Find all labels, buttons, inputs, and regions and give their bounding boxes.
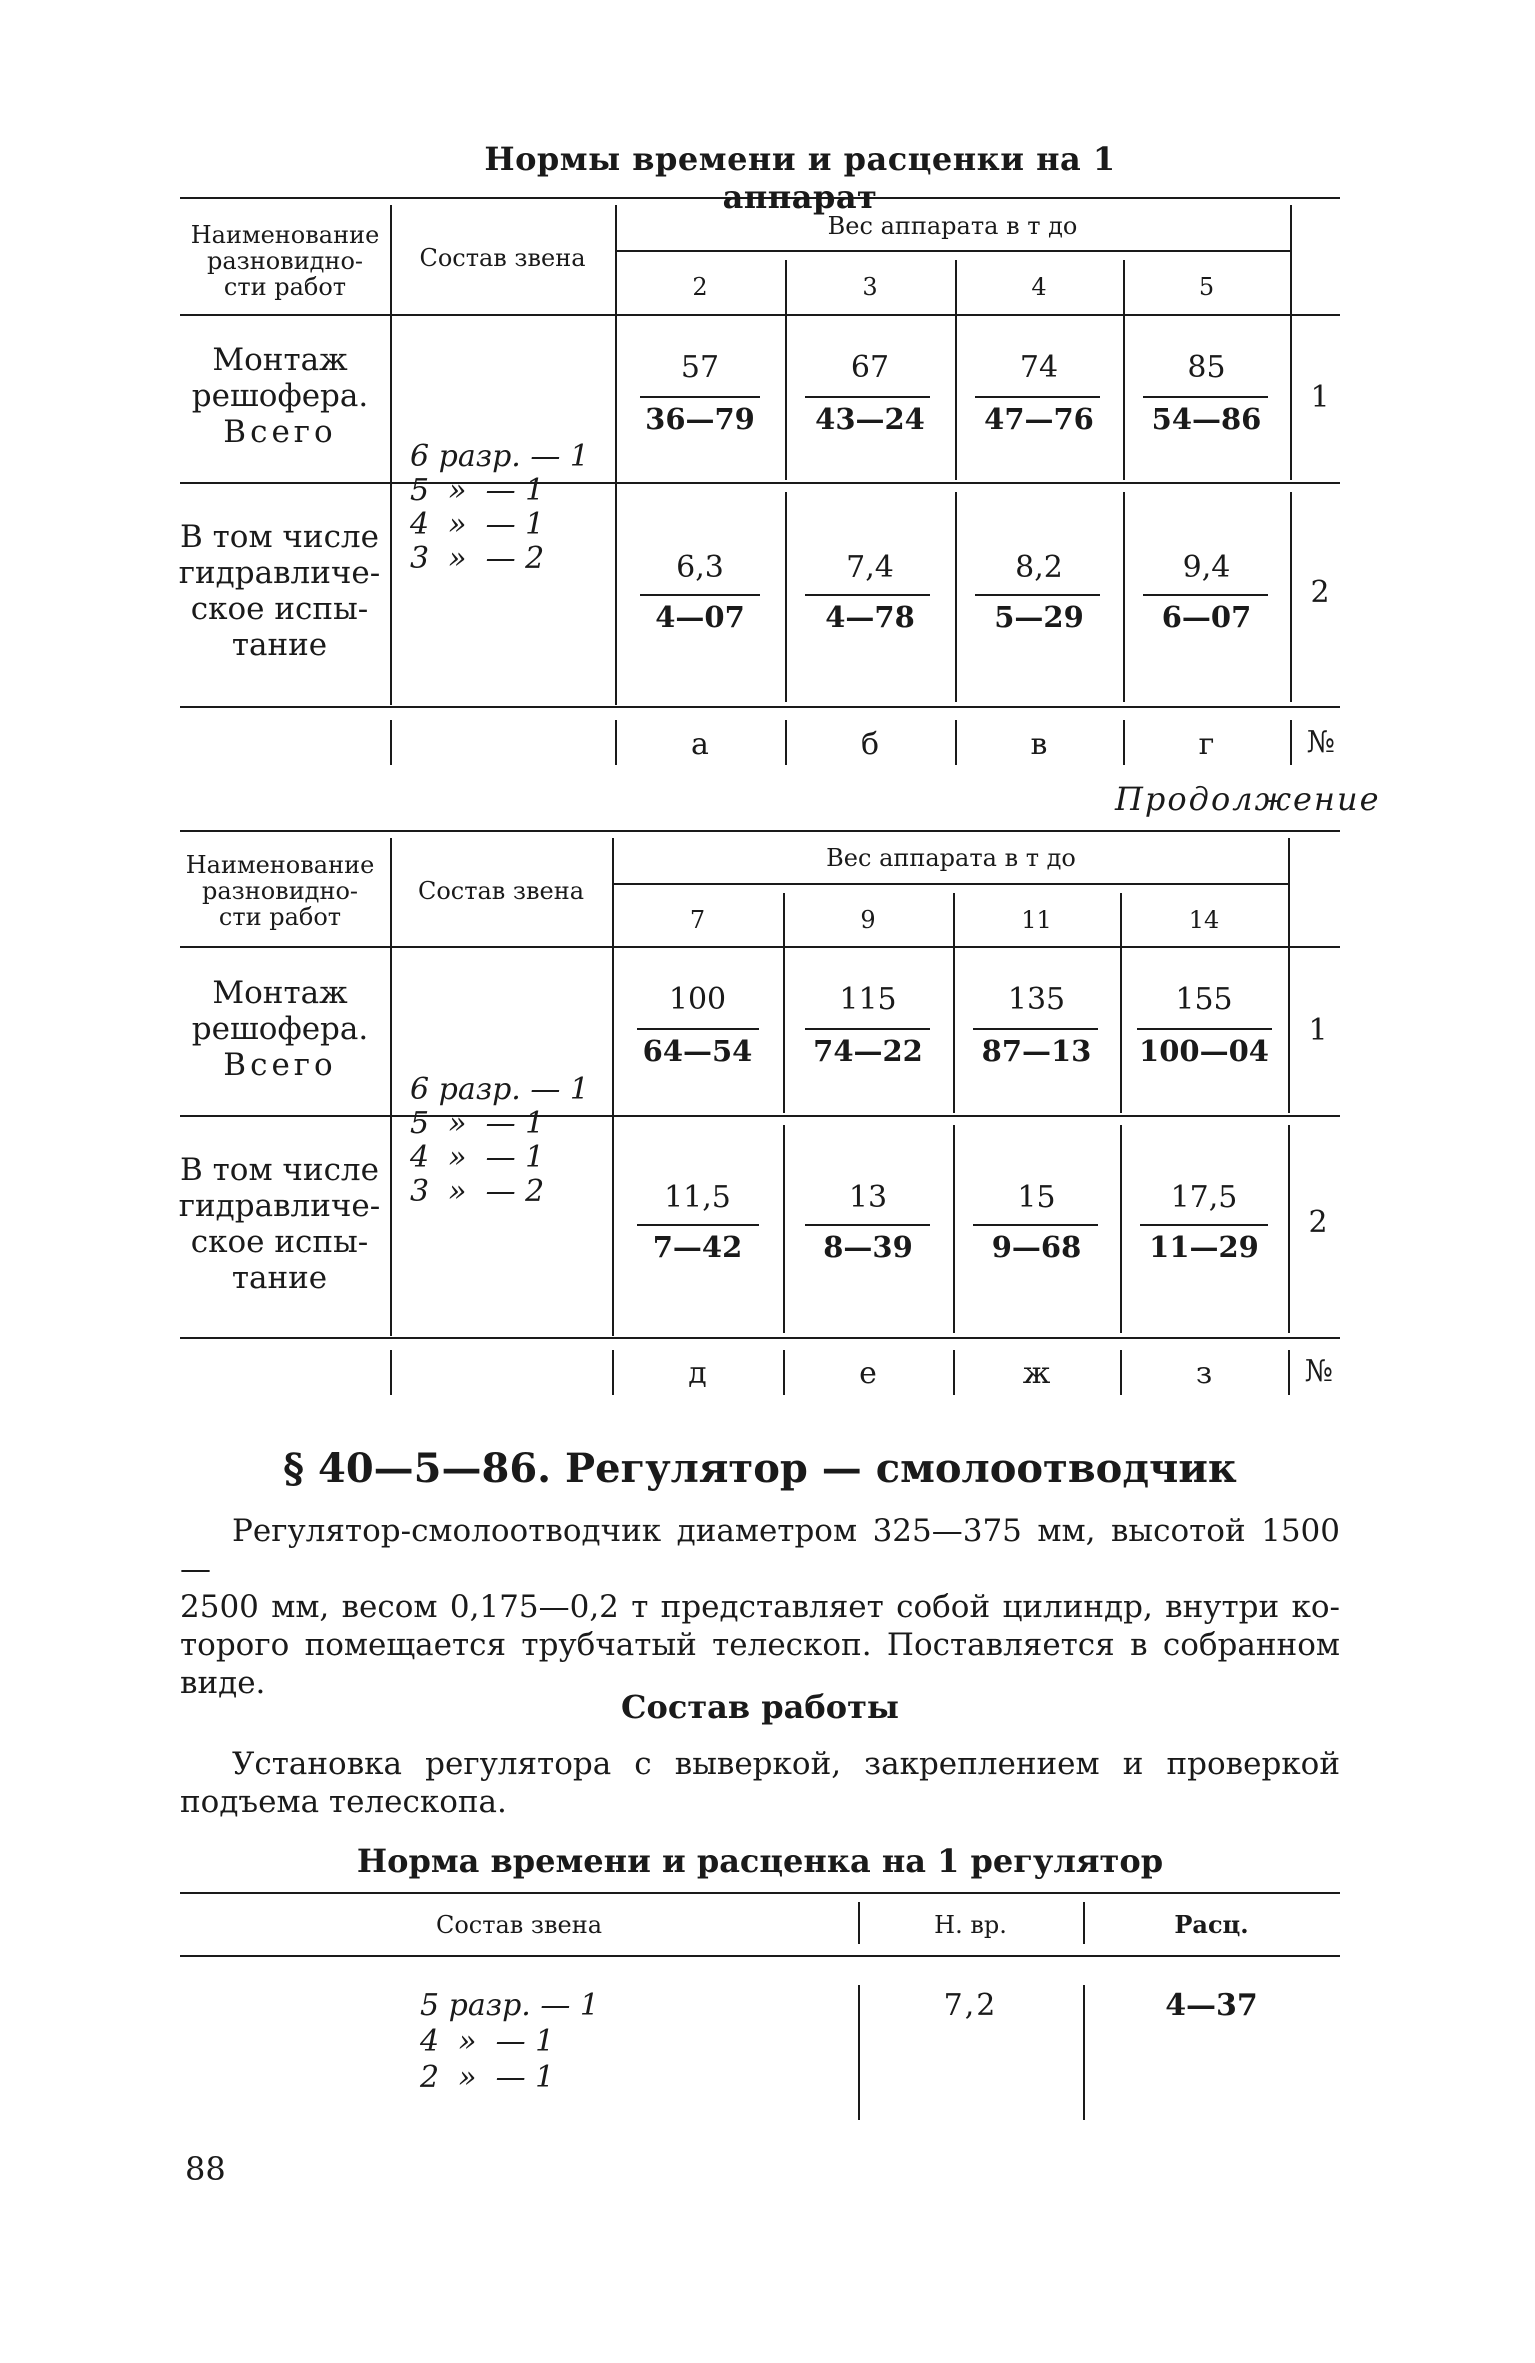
- row-name-line: Всего: [223, 414, 337, 450]
- t1-r2-c1-top: 6,3: [676, 550, 724, 585]
- row-name-line: Монтаж: [212, 975, 348, 1011]
- table1-head-crew: Состав звена: [419, 244, 586, 272]
- row-name-line: В том числе: [180, 1152, 379, 1188]
- head-name-line: Наименование: [190, 221, 380, 249]
- page-number: 88: [185, 2150, 226, 2188]
- table1-foot-tick: [390, 720, 392, 765]
- table1-row2-name: [172, 519, 387, 663]
- crew-line: 3 » — 2: [410, 541, 545, 576]
- table1-foot-tick: [1290, 720, 1292, 765]
- table1-head-name: [180, 222, 390, 300]
- fraction-line: [975, 396, 1100, 398]
- t2-r2-c4-top: 17,5: [1170, 1180, 1238, 1215]
- t2-row2-number: 2: [1308, 1205, 1328, 1240]
- table3-head-rule: [180, 1955, 1340, 1957]
- t1-r1-c4-bottom: 54—86: [1151, 402, 1262, 436]
- table1-weight-5: 5: [1198, 273, 1215, 301]
- fraction-line: [637, 1224, 759, 1226]
- t1-row1-number: 1: [1310, 380, 1330, 415]
- t2-r2-c3-top: 15: [1017, 1180, 1056, 1215]
- crew-line: 2 » — 1: [420, 2060, 555, 2095]
- row-name-line: Всего: [223, 1047, 337, 1083]
- table3-top-rule: [180, 1892, 1340, 1894]
- t1-row2-number: 2: [1310, 575, 1330, 610]
- table1-vline-c4b: [1290, 492, 1292, 702]
- head-name-line: Наименование: [185, 851, 375, 879]
- table1-title: Нормы времени и расценки на 1 аппарат: [484, 140, 1116, 216]
- t1-r2-c3-top: 8,2: [1015, 550, 1063, 585]
- fraction-line: [805, 594, 930, 596]
- row-name-line: решофера.: [191, 1011, 369, 1047]
- t1-r2-c4-top: 9,4: [1182, 550, 1231, 585]
- row-name-line: ское испы-: [190, 591, 369, 627]
- table2-vline-c4b: [1288, 1125, 1290, 1333]
- table1-vline-c2b: [955, 492, 957, 702]
- t2-r1-c4-bottom: 100—04: [1139, 1034, 1269, 1068]
- table3-norm: 7,2: [943, 1988, 998, 2023]
- crew-line: 4 » — 1: [410, 1140, 545, 1175]
- fraction-line: [1140, 1224, 1268, 1226]
- fraction-line: [805, 1224, 930, 1226]
- table3-head-rate: Расц.: [1174, 1910, 1249, 1939]
- fraction-line: [975, 594, 1100, 596]
- table2-vline-c3b: [1120, 1125, 1122, 1333]
- t1-r1-c1-bottom: 36—79: [645, 402, 755, 436]
- row-name-line: Монтаж: [212, 342, 348, 378]
- work-heading: Состав работы: [621, 1688, 899, 1726]
- t1-r2-c2-top: 7,4: [846, 550, 894, 585]
- table2-row-rule: [180, 1115, 1340, 1117]
- table1-vline-c1b: [785, 492, 787, 702]
- t2-letter-z: з: [1195, 1356, 1213, 1391]
- table2-foot-tick: [390, 1350, 392, 1395]
- t1-r2-c4-bottom: 6—07: [1161, 600, 1252, 634]
- table2-head-rule: [180, 946, 1340, 948]
- t2-r1-c2-top: 115: [839, 982, 897, 1017]
- crew-line: 4 » — 1: [410, 507, 545, 542]
- fraction-line: [973, 1224, 1098, 1226]
- t1-r2-c3-bottom: 5—29: [994, 600, 1084, 634]
- table1-weight-2: 2: [692, 273, 708, 301]
- table2-vline-c1b: [783, 1125, 785, 1333]
- table1-row1-name: [180, 342, 380, 450]
- t1-letter-g: г: [1198, 727, 1215, 762]
- table1-head-weight: Вес аппарата в т до: [827, 212, 1078, 240]
- table1-weight-3: 3: [862, 273, 878, 301]
- t1-r1-c4-top: 85: [1187, 350, 1226, 385]
- t2-r2-c1-bottom: 7—42: [652, 1230, 743, 1264]
- head-name-line: сти работ: [223, 273, 347, 301]
- table3-crew: [420, 1988, 680, 2096]
- fraction-line: [640, 396, 760, 398]
- crew-line: 5 разр. — 1: [420, 1988, 599, 2023]
- table2-head-name: [175, 852, 385, 930]
- continuation-label: Продолжение: [1115, 780, 1381, 818]
- table1-vline-name: [390, 205, 392, 705]
- t1-r1-c3-top: 74: [1019, 350, 1059, 385]
- t2-r1-c1-bottom: 64—54: [642, 1034, 753, 1068]
- fraction-line: [805, 1028, 930, 1030]
- table1-head-rule: [180, 314, 1340, 316]
- head-name-line: сти работ: [218, 903, 342, 931]
- table2-head-weight: Вес аппарата в т до: [826, 844, 1076, 872]
- table1-weight-rule: [615, 250, 1290, 252]
- paragraph-line: Регулятор-смолоотводчик диаметром 325—375 мм, высотой 1500—: [180, 1513, 1340, 1587]
- table1-crew: [410, 440, 610, 576]
- table1-weight-4: 4: [1031, 273, 1047, 301]
- table2-bottom-rule: [180, 1337, 1340, 1339]
- fraction-line: [1143, 594, 1268, 596]
- table1-vline-c3b: [1123, 492, 1125, 702]
- t1-letter-a: а: [691, 727, 709, 762]
- table2-vline-c2b: [953, 1125, 955, 1333]
- fraction-line: [637, 1028, 759, 1030]
- t2-r1-c1-top: 100: [668, 982, 727, 1017]
- section-heading: § 40—5—86. Регулятор — смолоотводчик: [283, 1445, 1237, 1492]
- fraction-line: [640, 594, 760, 596]
- paragraph-line: подъема телескопа.: [180, 1784, 507, 1820]
- table2-weight-rule: [612, 883, 1290, 885]
- row-name-line: гидравличе-: [178, 555, 381, 591]
- t2-r2-c2-bottom: 8—39: [823, 1230, 913, 1264]
- head-name-line: разновидно-: [201, 877, 359, 905]
- row-name-line: решофера.: [191, 378, 369, 414]
- table2-row1-name: [180, 975, 380, 1083]
- crew-line: 5 » — 1: [410, 473, 545, 508]
- t1-r2-c1-bottom: 4—07: [655, 600, 745, 634]
- t1-letter-v: в: [1030, 727, 1048, 762]
- t2-r1-c4-top: 155: [1175, 982, 1233, 1017]
- t1-r1-c2-top: 67: [850, 350, 890, 385]
- row-name-line: гидравличе-: [178, 1188, 381, 1224]
- table1-top-rule: [180, 197, 1340, 199]
- t2-r1-c3-top: 135: [1007, 982, 1066, 1017]
- fraction-line: [805, 396, 930, 398]
- t2-letter-e: е: [859, 1356, 877, 1391]
- crew-line: 6 разр. — 1: [410, 439, 589, 474]
- t1-r1-c3-bottom: 47—76: [984, 402, 1094, 436]
- table2-top-rule: [180, 830, 1340, 832]
- row-name-line: ское испы-: [190, 1224, 369, 1260]
- paragraph-line: торого помещается трубчатый телескоп. Поставляется в собранном: [180, 1627, 1340, 1663]
- table2-row2-name: [172, 1152, 387, 1296]
- fraction-line: [973, 1028, 1098, 1030]
- t2-r2-c3-bottom: 9—68: [991, 1230, 1082, 1264]
- table2-weight-7: 7: [689, 906, 706, 934]
- t2-r1-c3-bottom: 87—13: [981, 1034, 1092, 1068]
- section-paragraph: [180, 1512, 1340, 1702]
- t1-r1-c2-bottom: 43—24: [815, 402, 925, 436]
- crew-line: 3 » — 2: [410, 1174, 545, 1209]
- paragraph-line: Установка регулятора с выверкой, закреплением и проверкой: [232, 1746, 1340, 1782]
- table2-foot-tick: [1288, 1350, 1290, 1395]
- table3-title: Норма времени и расценка на 1 регулятор: [356, 1842, 1164, 1880]
- fraction-line: [1137, 1028, 1272, 1030]
- table2-weight-9: 9: [860, 906, 876, 934]
- t2-r2-c2-top: 13: [848, 1180, 888, 1215]
- crew-line: 5 » — 1: [410, 1106, 545, 1141]
- table2-weight-11: 11: [1021, 906, 1052, 934]
- t2-r1-c2-bottom: 74—22: [813, 1034, 923, 1068]
- crew-line: 6 разр. — 1: [410, 1072, 589, 1107]
- t2-letter-d: д: [688, 1356, 707, 1391]
- table2-vline-c4: [1288, 838, 1290, 1113]
- table2-crew: [410, 1073, 610, 1209]
- table2-vline-name: [390, 838, 392, 1336]
- table3-rate: 4—37: [1165, 1988, 1258, 2023]
- head-name-line: разновидно-: [206, 247, 364, 275]
- t2-row1-number: 1: [1308, 1013, 1328, 1048]
- work-paragraph: [180, 1745, 1340, 1821]
- table1-row-rule: [180, 482, 1340, 484]
- t1-letter-b: б: [860, 727, 880, 762]
- row-name-line: тание: [231, 1260, 328, 1296]
- table3-head-norm: Н. вр.: [934, 1911, 1007, 1939]
- row-name-line: тание: [231, 627, 328, 663]
- table2-head-crew: Состав звена: [417, 877, 585, 905]
- table1-vline-c4: [1290, 205, 1292, 480]
- paragraph-line: 2500 мм, весом 0,175—0,2 т представляет собой цилиндр, внутри ко-: [180, 1589, 1340, 1625]
- table1-bottom-rule: [180, 706, 1340, 708]
- t2-r2-c1-top: 11,5: [664, 1180, 731, 1215]
- t1-r2-c2-bottom: 4—78: [825, 600, 915, 634]
- t1-no-sign: №: [1306, 725, 1336, 760]
- t2-letter-zh: ж: [1022, 1356, 1051, 1391]
- crew-line: 4 » — 1: [420, 2024, 555, 2059]
- t1-r1-c1-top: 57: [680, 350, 720, 385]
- table2-weight-14: 14: [1188, 906, 1220, 934]
- t2-r2-c4-bottom: 11—29: [1149, 1230, 1259, 1264]
- fraction-line: [1143, 396, 1268, 398]
- paragraph-line: виде.: [180, 1665, 266, 1701]
- table3-head-crew: Состав звена: [435, 1911, 603, 1939]
- t2-no-sign: №: [1304, 1354, 1334, 1389]
- row-name-line: В том числе: [180, 519, 379, 555]
